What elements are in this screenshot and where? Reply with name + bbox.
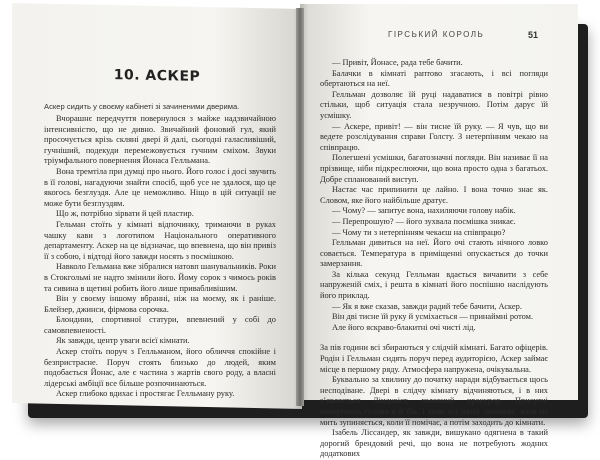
chapter-intro: Аскер сидить у своєму кабінеті зі зачиненими дверима. [44,102,240,111]
paragraph: — Привіт, Йонасе, рада тебе бачити. [332,58,463,67]
paragraph: Аскер глибоко вдихає і простягає Гелльману руку. [56,389,235,399]
paragraph: Гелльман дивиться на неї. Його очі стають нічного ловко совається. Температура в приміщенні опускається до точки замерзання. [320,238,548,269]
paragraph: Гелльман дозволяє їй руці надаватися в повітрі рівно стільки, щоб ситуація стала незручною. Потім дарує їй усмішку. [320,89,548,120]
paragraph: Вчорашнє передчуття повернулося з майже надзвичайною інтенсивністю, що не дивно. Звичайний фоновий гул, який просочується крізь скляні двері й далі, сьогодні галасливіший, гучніший, подекуди перемежовується гучним сміхом. Звуки тріумфального повернення Йонаса Гелльмана. [44,114,276,166]
book-gutter [296,8,304,406]
right-body-text [320,58,548,460]
paragraph: Балачки в кімнаті раптово згасають, і всі погляди обертаються на неї. [320,68,548,89]
paragraph: Він дві тисне їй руку й усміхається — принаймні ротом. [332,312,534,322]
paragraph: Що ж, потрібно зірвати й цей пластир. [56,209,194,219]
paragraph: За кілька секунд Гелльман вдається вичавити з себе напруженій сміх, і решта в кімнаті його поспішно наслідують його приклад. [320,269,548,301]
paragraph: Аскер стоїть поруч з Гелльманом, його обличчя спокійне і безпристрасне. Поруч стоять близько до людей, яким подобається Йонас, але є частина з жартів свого роду, а власні лідерські амбіції все більше розпочинаються. [44,347,276,388]
chapter-title: 10. АСКЕР [113,67,201,85]
left-body-text [44,114,276,400]
paragraph: Як завжди, центр уваги всієї кімнати. [56,336,190,346]
page-number: 51 [528,30,539,40]
paragraph: — Перепрошую? — його зухвала посмішка зникає. [332,216,516,226]
paragraph: Але його яскраво-блакитні очі чисті лід. [332,322,476,332]
paragraph: — Як я вже сказав, завжди радий тебе бачити, Аскер. [332,301,522,311]
paragraph: Гельман стоїть у кімнаті відпочинку, тримаючи в руках чашку кави з логотипом Національного оперативного департаменту. Аскер на це відзначає, що впевнена, що він привіз її з собою, і відтоді його завжди носять з посмішкою. [44,219,276,261]
paragraph: Настає час припинити це лайно. І вона точно знає як. Словом, яке його найбільше дратує. [320,185,548,205]
paragraph: Навколо Гельмана вже зібралися натовп шанувальників. Роки в Стокгольмі не надто змінили його. Йому сорок з чимось років та сивина в щетині робить його лише привабливішим. [44,262,276,293]
paragraph: — Аскере, привіт! — він тисне їй руку. — Я чув, що ви ведете розслідування справи Голсту. З нетерпінням чекаю на співпрацю. [320,121,548,152]
paragraph: За пів години всі збираються у слідчій кімнаті. Багато офіцерів. Родін і Гелльман сидять поруч перед аудиторією, Аскер займає місце в першому ряду. Атмосфера напружена, очікувальна. [320,343,548,374]
paragraph: Полегшені усмішки, багатозначні погляди. Він називає її на прізвище, ніби підкреслюючи, що вона просто одна з багатьох. Добре спланований виступ. [320,153,548,184]
paragraph: — Чому ти з нетерпінням чекаєш на співпрацю? [332,227,506,237]
paragraph: Вона тремтіла при думці про нього. Його голос і досі звучить в її голові, нагадуючи знайти спосіб, щоб усе не здалося, що це якогось безглуздя. Але це неможливо. Ніщо в цій ситуації не може бути безглуздям. [44,166,276,208]
paragraph: — Чому? — запитує вона, нахиляючи голову набік. [332,206,516,216]
running-head: ГІРСЬКИЙ КОРОЛЬ [388,30,485,39]
paragraph: Буквально за хвилину до початку наради відбувається щось несподіване. Двері в слідчу кімнату відчиняються, і в них з’являється Ліндквіст, головний прокурор. Присутні повертають голови в її бік, і коли всі знову замовкає, вона на мить зупиняється, коли її помічає, а потім заходить до кімнати. [320,375,548,427]
paragraph: Блондини, спортивної статури, впевнений у собі до самовпевненості. [44,315,276,335]
paragraph: Він у своєму іншому вбранні, ніж на моєму, як і раніше. Блейзер, джинси, фірмова сорочка. [44,294,276,314]
paragraph: Ізабель Ліссандер, як завжди, вишукано одягнена в такий дорогий брендовий речі, що вона не потребують жодних додаткових [320,428,548,459]
